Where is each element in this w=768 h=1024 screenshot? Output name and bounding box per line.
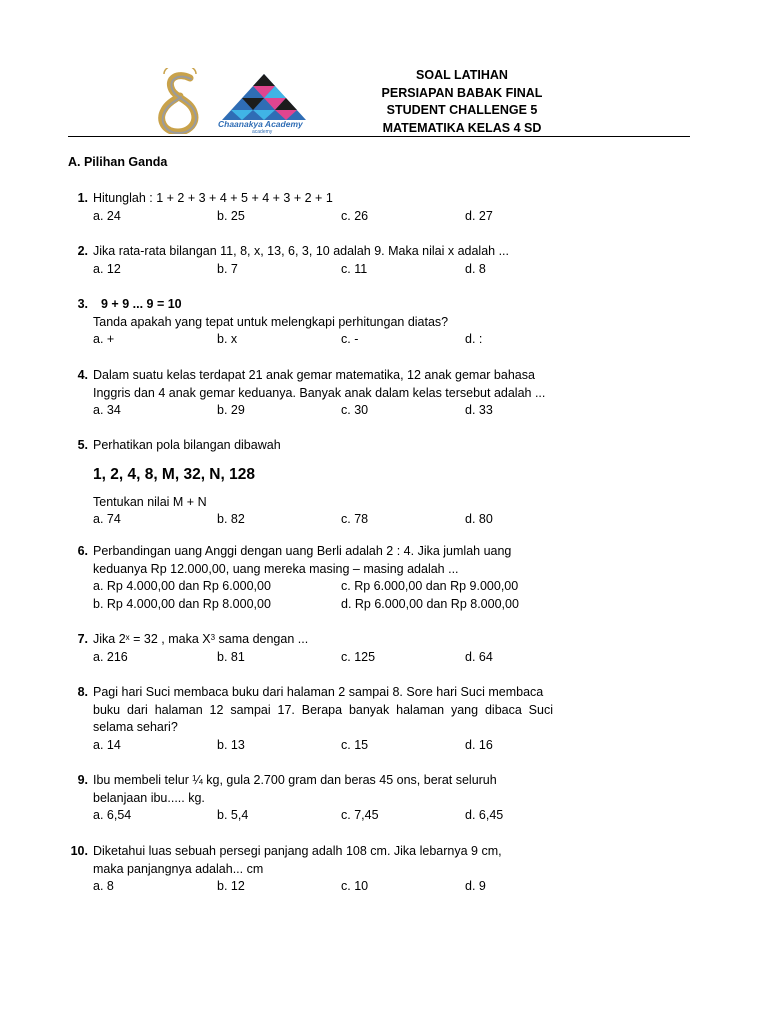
option-c[interactable]: c. 30 [341, 403, 369, 417]
option-d[interactable]: d. 64 [465, 649, 493, 664]
option-c[interactable]: c. 78 [341, 512, 369, 526]
header-title-4: MATEMATIKA KELAS 4 SD [382, 120, 542, 135]
question-number: 5. [77, 438, 88, 452]
option-a[interactable]: a. 216 [93, 649, 128, 664]
question-text-line-3: selama sehari? [93, 720, 178, 734]
option-d[interactable]: d. 16 [465, 737, 493, 752]
option-b[interactable]: b. x [217, 332, 238, 346]
option-c[interactable]: c. 10 [341, 879, 369, 893]
option-c[interactable]: c. Rp 6.000,00 dan Rp 9.000,00 [341, 579, 519, 593]
question-text-line-1: Diketahui luas sebuah persegi panjang adalh 108 cm. Jika lebarnya 9 cm, [93, 844, 502, 858]
question-number: 10. [70, 844, 88, 858]
question-number: 9. [77, 773, 88, 787]
exponent-3: 3 [210, 633, 216, 642]
option-a[interactable]: a. Rp 4.000,00 dan Rp 6.000,00 [93, 579, 271, 593]
option-b[interactable]: b. 29 [217, 403, 245, 417]
answer-options [93, 261, 563, 279]
option-a[interactable]: a. 6,54 [93, 808, 132, 822]
question-number: 4. [77, 368, 88, 382]
question-text-line-2: Inggris dan 4 anak gemar keduanya. Banyak anak dalam kelas tersebut adalah ... [93, 385, 546, 400]
answer-options [93, 737, 563, 755]
option-c[interactable]: c. - [341, 332, 359, 346]
header-title-3: STUDENT CHALLENGE 5 [386, 103, 538, 117]
option-c[interactable]: c. 15 [341, 737, 369, 752]
header-title-2: PERSIAPAN BABAK FINAL [381, 85, 543, 100]
answer-options [93, 511, 563, 529]
question-text-part-2: = 32 , maka X [129, 632, 211, 646]
answer-options [93, 649, 563, 667]
option-b[interactable]: b. 81 [217, 649, 245, 664]
option-d[interactable]: d. 80 [465, 512, 493, 526]
option-d[interactable]: d. Rp 6.000,00 dan Rp 8.000,00 [341, 596, 519, 611]
exponent-x: x [125, 633, 130, 642]
option-c[interactable]: c. 125 [341, 649, 376, 664]
question-text-line-2: keduanya Rp 12.000,00, uang mereka masing – masing adalah ... [93, 561, 459, 576]
question-equation: 9 + 9 ... 9 = 10 [101, 297, 182, 311]
question-number: 1. [77, 191, 88, 205]
answer-options [93, 208, 563, 226]
option-a[interactable]: a. 8 [93, 879, 114, 893]
option-c[interactable]: c. 26 [341, 208, 369, 223]
question-text-line-1: Dalam suatu kelas terdapat 21 anak gemar matematika, 12 anak gemar bahasa [93, 368, 535, 382]
option-d[interactable]: d. 9 [465, 879, 486, 893]
answer-options [93, 402, 563, 420]
question-text-line-1: Perbandingan uang Anggi dengan uang Berli adalah 2 : 4. Jika jumlah uang [93, 544, 512, 558]
option-a[interactable]: a. 14 [93, 737, 121, 752]
option-b[interactable]: b. 5,4 [217, 808, 249, 822]
question-number: 2. [77, 244, 88, 258]
student-challenge-logo [156, 68, 204, 134]
option-d[interactable]: d. 8 [465, 261, 486, 276]
option-a[interactable]: a. 12 [93, 261, 121, 276]
document-header [372, 67, 552, 137]
option-b[interactable]: b. 25 [217, 208, 245, 223]
header-title-1: SOAL LATIHAN [416, 68, 508, 82]
question-text-part-1: Jika 2 [93, 632, 126, 646]
option-a[interactable]: a. 74 [93, 512, 121, 526]
question-text-line-2: buku dari halaman 12 sampai 17. Berapa banyak halaman yang dibaca Suci [93, 702, 553, 717]
option-d[interactable]: d. 6,45 [465, 808, 504, 822]
question-number: 3. [77, 297, 88, 311]
option-b[interactable]: b. 7 [217, 261, 238, 276]
answer-options [93, 807, 563, 825]
option-d[interactable]: d. 33 [465, 403, 493, 417]
question-number: 7. [77, 632, 88, 646]
question-number: 6. [77, 544, 88, 558]
option-b[interactable]: b. Rp 4.000,00 dan Rp 8.000,00 [93, 596, 271, 611]
option-c[interactable]: c. 7,45 [341, 808, 379, 822]
option-d[interactable]: d. 27 [465, 208, 493, 223]
question-text: Hitunglah : 1 + 2 + 3 + 4 + 5 + 4 + 3 + 2 + 1 [93, 191, 333, 205]
option-b[interactable]: b. 12 [217, 879, 245, 893]
svg-text:Chaanakya Academy: Chaanakya Academy [218, 119, 303, 129]
question-text: Jika rata-rata bilangan 11, 8, x, 13, 6, 3, 10 adalah 9. Maka nilai x adalah ... [93, 244, 509, 258]
svg-text:academy: academy [252, 129, 273, 134]
option-c[interactable]: c. 11 [341, 261, 368, 276]
answer-options-row-1 [93, 578, 563, 596]
option-a[interactable]: a. 34 [93, 403, 121, 417]
answer-options [93, 878, 563, 896]
question-text-line-2: belanjaan ibu..... kg. [93, 790, 205, 805]
question-text [93, 631, 563, 649]
answer-options [93, 331, 563, 349]
option-b[interactable]: b. 13 [217, 737, 245, 752]
option-a[interactable]: a. 24 [93, 208, 121, 223]
question-text: Perhatikan pola bilangan dibawah [93, 438, 281, 452]
question-text-line-1: Pagi hari Suci membaca buku dari halaman 2 sampai 8. Sore hari Suci membaca [93, 685, 544, 699]
question-text: Tanda apakah yang tepat untuk melengkapi perhitungan diatas? [93, 314, 449, 329]
number-sequence: 1, 2, 4, 8, M, 32, N, 128 [93, 465, 255, 483]
option-b[interactable]: b. 82 [217, 512, 245, 526]
section-title: A. Pilihan Ganda [68, 155, 168, 169]
question-text-part-3: sama dengan ... [215, 632, 309, 646]
option-d[interactable]: d. : [465, 332, 483, 346]
answer-options-row-2 [93, 596, 563, 614]
chaanakya-academy-logo [214, 72, 314, 134]
option-a[interactable]: a. + [93, 332, 115, 346]
question-text-line-2: maka panjangnya adalah... cm [93, 861, 264, 876]
question-number: 8. [77, 685, 88, 699]
question-prompt: Tentukan nilai M + N [93, 494, 207, 509]
header-divider [68, 136, 690, 137]
question-text-line-1: Ibu membeli telur ¼ kg, gula 2.700 gram dan beras 45 ons, berat seluruh [93, 773, 497, 787]
